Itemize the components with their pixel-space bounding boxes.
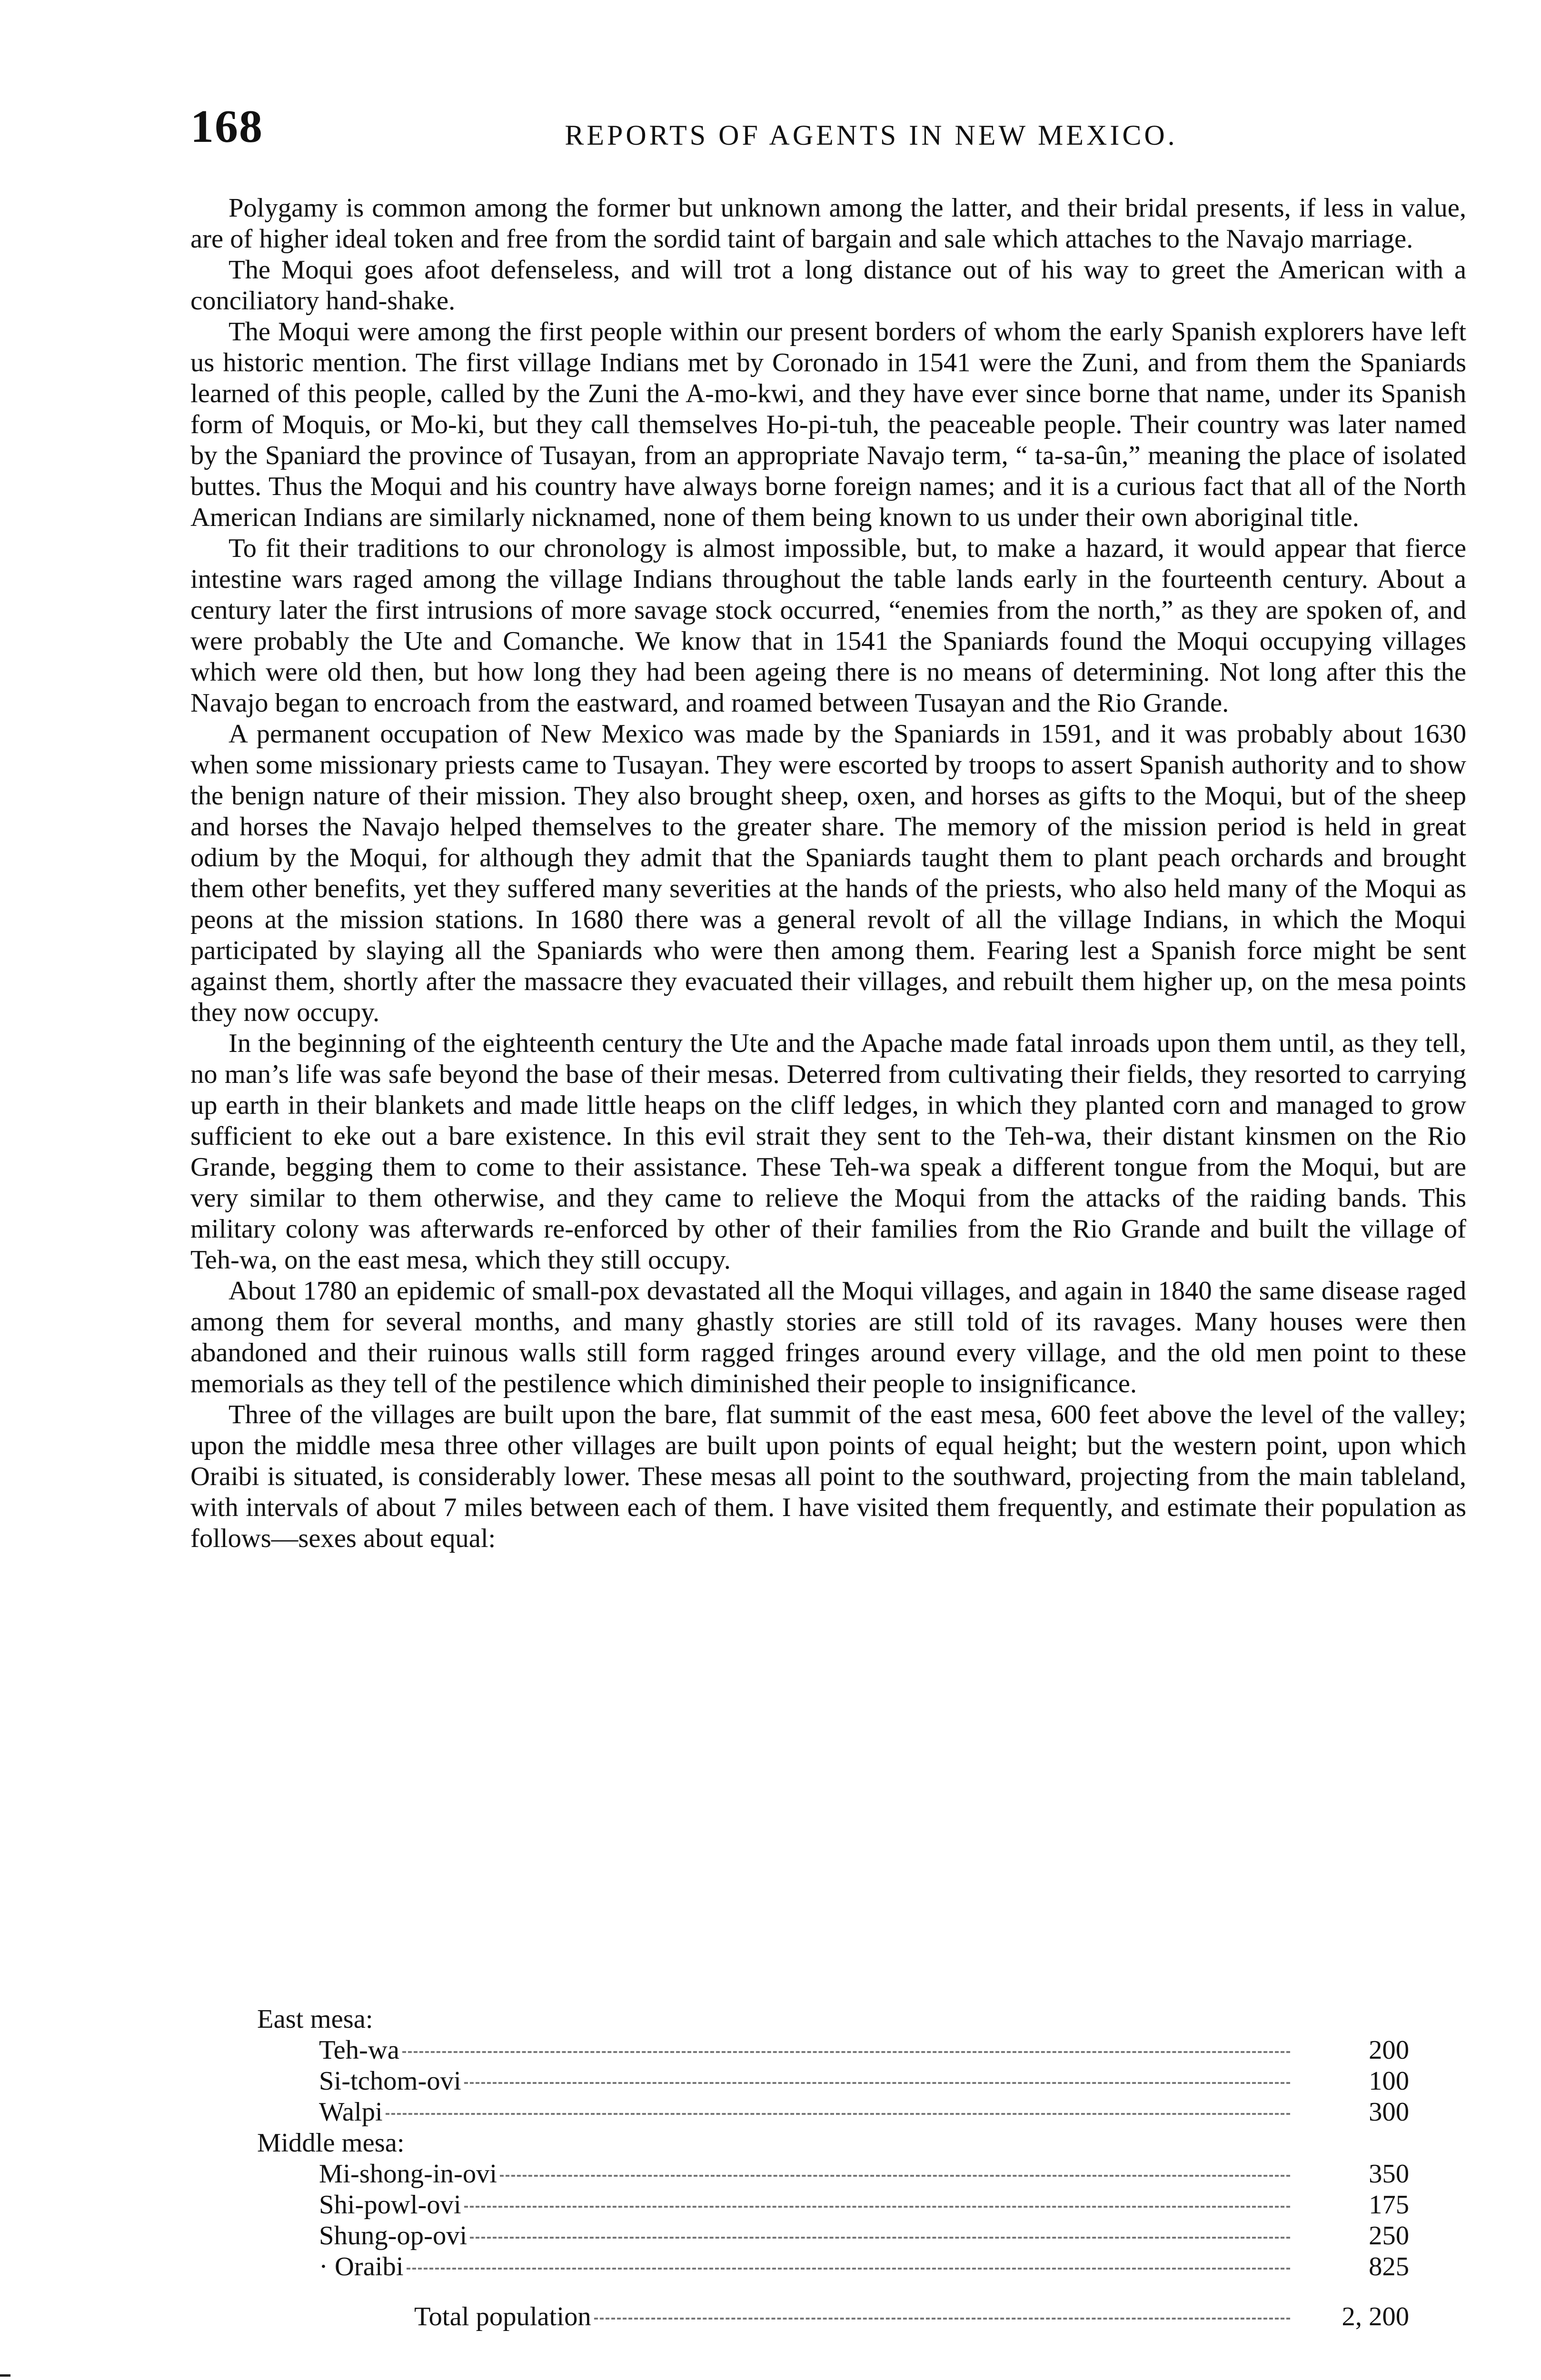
village-name: Si-tchom-ovi [319, 2066, 461, 2096]
dot-leader [464, 2206, 1290, 2208]
population-value: 175 [1369, 2190, 1409, 2220]
paragraph: A permanent occupation of New Mexico was made by the Spaniards in 1591, and it was probably about 1630 when some missionary priests came to Tusayan. They were escorted by troops to assert Spanish authority and to show the benign nature of their mission. They also brought sheep, oxen, and horses as gifts to the Moqui, but of the sheep and horses the Navajo helped themselves to the greater share. The memory of the mission period is held in great odium by the Moqui, for although they admit that the Spaniards taught them to plant peach orchards and brought them other benefits, yet they suffered many severities at the hands of the priests, who also held many of the Moqui as peons at the mission stations. In 1680 there was a general revolt of all the village Indians, in which the Moqui participated by slaying all the Spaniards who were then among them. Fearing lest a Spanish force might be sent against them, shortly after the massacre they evacuated their villages, and rebuilt them higher up, on the mesa points they now occupy. [190, 719, 1466, 1027]
table-row [190, 2066, 1466, 2097]
village-name: Shung-op-ovi [319, 2221, 467, 2251]
total-value: 2, 200 [1342, 2302, 1409, 2331]
dot-leader [386, 2113, 1290, 2115]
table-row [190, 2097, 1466, 2128]
village-name: Shi-powl-ovi [319, 2190, 461, 2220]
population-table [190, 2004, 1466, 2332]
paragraph: In the beginning of the eighteenth century the Ute and the Apache made fatal inroads upon them until, as they tell, no man’s life was safe beyond the base of their mesas. Deterred from cultivating their fields, they resorted to carrying up earth in their blankets and made little heaps on the cliff ledges, in which they planted corn and managed to grow sufficient to eke out a bare existence. In this evil strait they sent to the Teh-wa, their distant kinsmen on the Rio Grande, begging them to come to their assistance. These Teh-wa speak a different tongue from the Moqui, but are very similar to them otherwise, and they came to relieve the Moqui from the attacks of the raiding bands. This military colony was afterwards re-enforced by other of their families from the Rio Grande and built the village of Teh-wa, on the east mesa, which they still occupy. [190, 1029, 1466, 1275]
total-row [190, 2301, 1466, 2332]
paragraph: To fit their traditions to our chronology is almost impossible, but, to make a hazard, it would appear that fierce intestine wars raged among the village Indians throughout the table lands early in the fourteenth century. About a century later the first intrusions of more savage stock occurred, “enemies from the north,” as they are spoken of, and were probably the Ute and Comanche. We know that in 1541 the Spaniards found the Moqui occupying villages which were old then, but how long they had been ageing there is no means of determining. Not long after this the Navajo began to encroach from the eastward, and roamed between Tusayan and the Rio Grande. [190, 534, 1466, 718]
table-row [190, 2221, 1466, 2251]
table-row [190, 2035, 1466, 2066]
page-header [190, 90, 1466, 162]
dot-leader [402, 2051, 1290, 2053]
paragraph: About 1780 an epidemic of small-pox devastated all the Moqui villages, and again in 1840 the same disease raged among them for several months, and many ghastly stories are still told of its ravages. Many houses were then abandoned and their ruinous walls still form ragged fringes around every village, and the old men point to these memorials as they tell of the pestilence which diminished their people to insignificance. [190, 1276, 1466, 1398]
table-row [190, 2159, 1466, 2190]
village-name: · Oraibi [319, 2252, 404, 2281]
population-value: 300 [1369, 2097, 1409, 2127]
running-head: REPORTS OF AGENTS IN NEW MEXICO. [565, 119, 1178, 151]
table-row [190, 2251, 1466, 2282]
village-name: Walpi [319, 2097, 383, 2127]
population-value: 350 [1369, 2159, 1409, 2189]
dot-leader [500, 2175, 1290, 2177]
body-text [190, 193, 1466, 1554]
paragraph: Polygamy is common among the former but unknown among the latter, and their bridal presents, if less in value, are of higher ideal token and free from the sordid taint of bargain and sale which attaches to the Navajo marriage. [190, 193, 1466, 254]
group-label-east-mesa: East mesa: [257, 2004, 373, 2034]
dot-leader [470, 2237, 1290, 2239]
paragraph: The Moqui goes afoot defenseless, and will trot a long distance out of his way to greet the American with a conciliatory hand-shake. [190, 255, 1466, 316]
dot-leader [594, 2318, 1290, 2320]
dot-leader [407, 2268, 1290, 2270]
paragraph: The Moqui were among the first people within our present borders of whom the early Spanish explorers have left us historic mention. The first village Indians met by Coronado in 1541 were the Zuni, and from them the Spaniards learned of this people, called by the Zuni the A-mo-kwi, and they have ever since borne that name, under its Spanish form of Moquis, or Mo-ki, but they call themselves Ho-pi-tuh, the peaceable people. Their country was later named by the Spaniard the province of Tusayan, from an appropriate Navajo term, “ ta-sa-ûn,” meaning the place of isolated buttes. Thus the Moqui and his country have always borne foreign names; and it is a curious fact that all of the North American Indians are similarly nicknamed, none of them being known to us under their own aboriginal title. [190, 317, 1466, 532]
group-label-middle-mesa: Middle mesa: [257, 2128, 405, 2158]
population-value: 100 [1369, 2066, 1409, 2096]
dot-leader [464, 2082, 1290, 2084]
village-name: Teh-wa [319, 2035, 399, 2065]
population-value: 250 [1369, 2221, 1409, 2251]
paragraph: Three of the villages are built upon the bare, flat summit of the east mesa, 600 feet above the level of the valley; upon the middle mesa three other villages are built upon points of equal height; but the western point, upon which Oraibi is situated, is considerably lower. These mesas all point to the southward, projecting from the main tableland, with intervals of about 7 miles between each of them. I have visited them frequently, and estimate their population as follows—sexes about equal: [190, 1400, 1466, 1553]
total-label: Total population [414, 2302, 591, 2331]
table-row [190, 2190, 1466, 2221]
margin-mark [0, 2374, 10, 2377]
population-value: 200 [1369, 2035, 1409, 2065]
population-value: 825 [1369, 2252, 1409, 2281]
village-name: Mi-shong-in-ovi [319, 2159, 497, 2189]
page-number: 168 [190, 101, 263, 152]
